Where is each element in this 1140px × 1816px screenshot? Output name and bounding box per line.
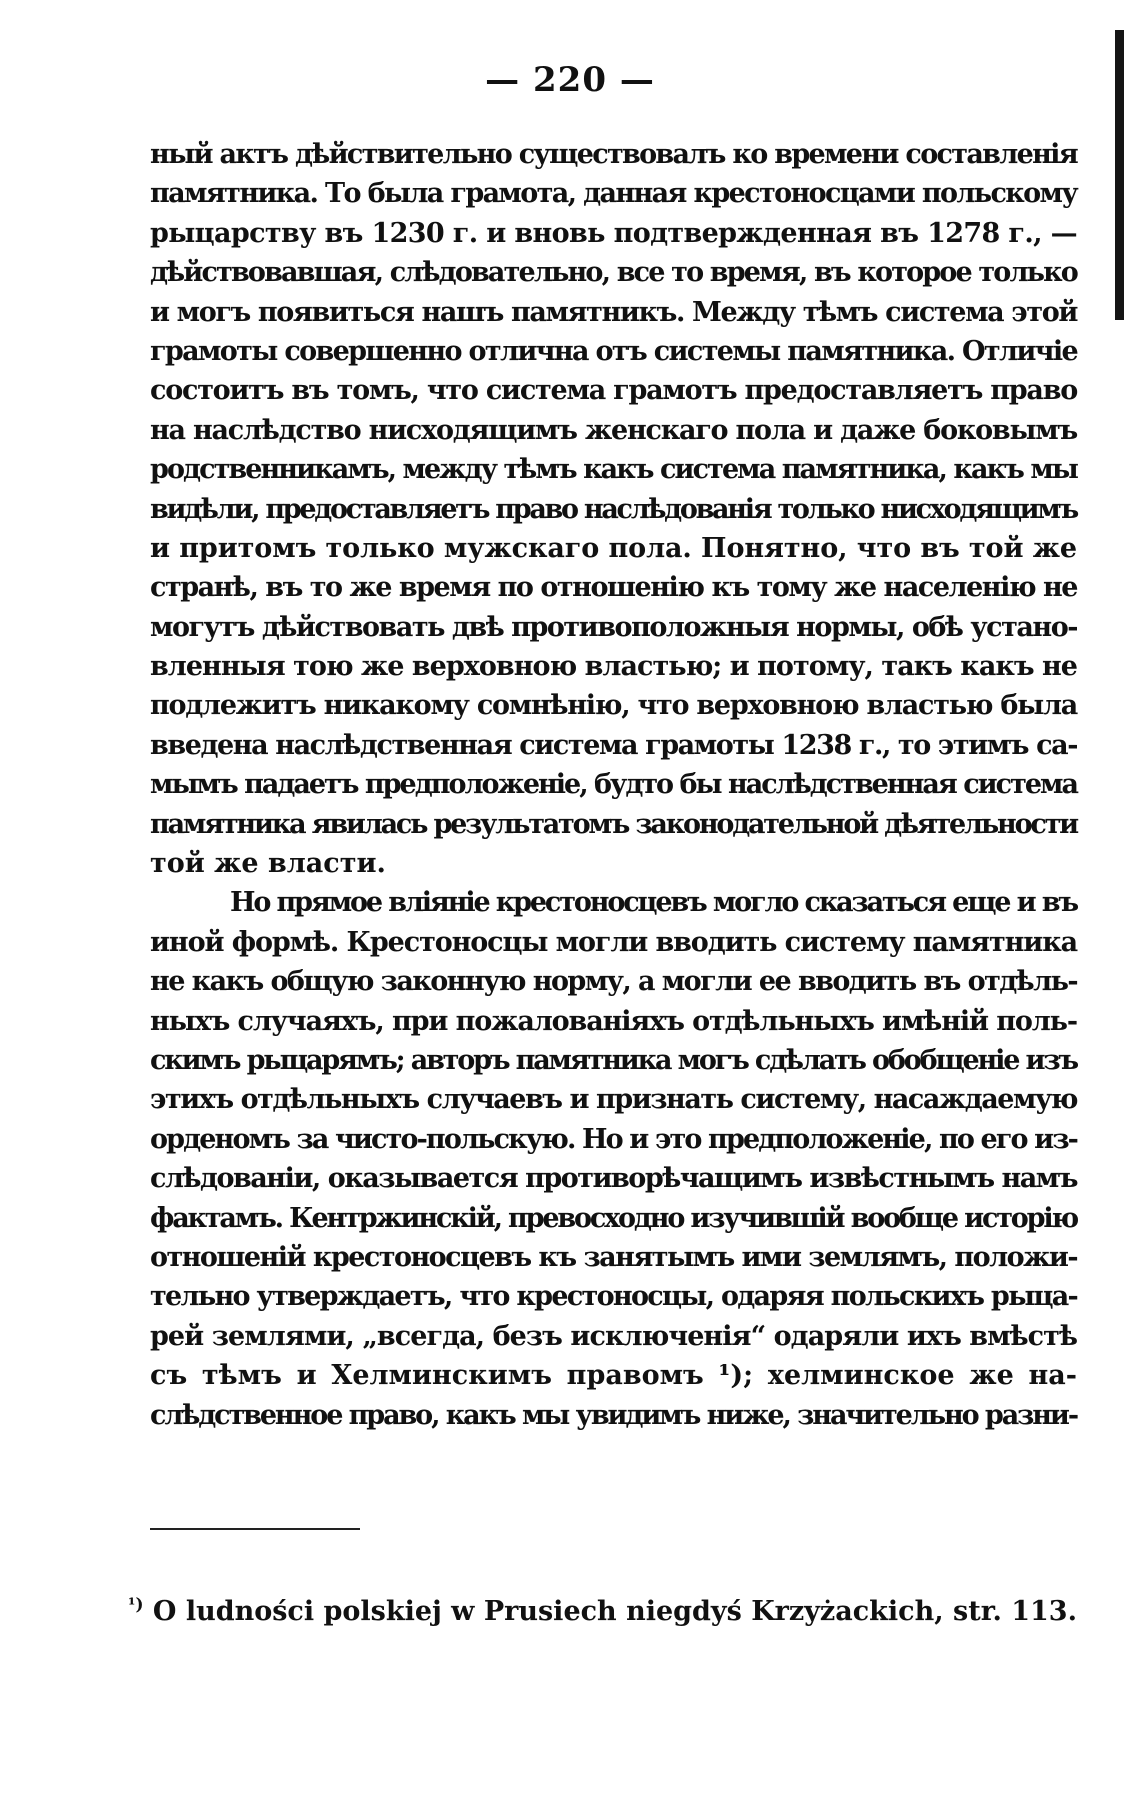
text-line: могутъ дѣйствовать двѣ противоположныя нормы, обѣ устано- (150, 611, 1077, 643)
text-line: видѣли, предоставляетъ право наслѣдованія только нисходящимъ (150, 493, 1077, 525)
text-line: и притомъ только мужскаго пола. Понятно, что въ той же (150, 532, 1077, 564)
text-line: состоитъ въ томъ, что система грамотъ предоставляетъ право (150, 375, 1077, 407)
text-line: рыцарству въ 1230 г. и вновь подтвержденная въ 1278 г., — (150, 217, 1077, 249)
text-line: вленныя тою же верховною властью; и потому, такъ какъ не (150, 651, 1077, 683)
footnote-divider (150, 1528, 360, 1530)
text-line: тельно утверждаетъ, что крестоносцы, одаряя польскихъ рыца- (150, 1281, 1077, 1313)
text-line: ный актъ дѣйствительно существовалъ ко времени составленія (150, 139, 1077, 170)
text-line: мымъ падаетъ предположеніе, будто бы наслѣдственная система (150, 769, 1077, 801)
text-line: грамоты совершенно отлична отъ системы памятника. Отличіе (150, 335, 1077, 367)
text-line: и могъ появиться нашъ памятникъ. Между тѣмъ система этой (150, 296, 1077, 328)
text-line: ныхъ случаяхъ, при пожалованіяхъ отдѣльныхъ имѣній поль- (150, 1005, 1077, 1037)
footnote-text: O ludności polskiej w Prusiech niegdyś Krzyżackich, str. 113. (152, 1596, 1077, 1627)
text-line: рей землями, „всегда, безъ исключенія“ одаряли ихъ вмѣстѣ (150, 1320, 1077, 1352)
text-line: слѣдованіи, оказывается противорѣчащимъ извѣстнымъ намъ (150, 1163, 1077, 1195)
footnote-marker: ¹) (128, 1595, 144, 1615)
text-line: отношеній крестоносцевъ къ занятымъ ими землямъ, положи- (150, 1241, 1077, 1273)
text-line: Но прямое вліяніе крестоносцевъ могло сказаться еще и въ (230, 887, 1077, 919)
text-line: скимъ рыцарямъ; авторъ памятника могъ сдѣлать обобщеніе изъ (150, 1044, 1077, 1076)
text-line: введена наслѣдственная система грамоты 1238 г., то этимъ са- (150, 729, 1077, 761)
page-number: — 220 — (485, 60, 655, 100)
text-line: на наслѣдство нисходящимъ женскаго пола и даже боковымъ (150, 414, 1078, 446)
footnote (0, 1596, 1077, 1627)
text-line: дѣйствовавшая, слѣдовательно, все то время, въ которое только (150, 257, 1077, 289)
text-line: памятника явилась результатомъ законодательной дѣятельности (150, 808, 1077, 840)
text-line: этихъ отдѣльныхъ случаевъ и признать систему, насаждаемую (150, 1084, 1077, 1116)
paragraph-2 (150, 883, 1077, 1434)
text-line: не какъ общую законную норму, а могли ее вводить въ отдѣль- (150, 966, 1077, 998)
text-line: подлежитъ никакому сомнѣнію, что верховною властью была (150, 690, 1077, 722)
paragraph-1 (150, 135, 1077, 883)
text-line: фактамъ. Кентржинскій, превосходно изучившій вообще исторію (150, 1202, 1077, 1234)
text-line: странѣ, въ то же время по отношенію къ тому же населенію не (150, 572, 1077, 604)
text-line: орденомъ за чисто-польскую. Но и это предположеніе, по его из- (150, 1123, 1078, 1155)
text-line: слѣдственное право, какъ мы увидимъ ниже, значительно разни- (150, 1399, 1078, 1431)
text-line: родственникамъ, между тѣмъ какъ система памятника, какъ мы (150, 454, 1077, 486)
text-line: иной формѣ. Крестоносцы могли вводить систему памятника (150, 926, 1077, 958)
text-line: съ тѣмъ и Хелминскимъ правомъ ¹); хелминское же на- (150, 1360, 1077, 1392)
main-text (150, 135, 1077, 1435)
text-line: памятника. То была грамота, данная крестоносцами польскому (150, 178, 1077, 210)
text-line: той же власти. (150, 848, 386, 880)
